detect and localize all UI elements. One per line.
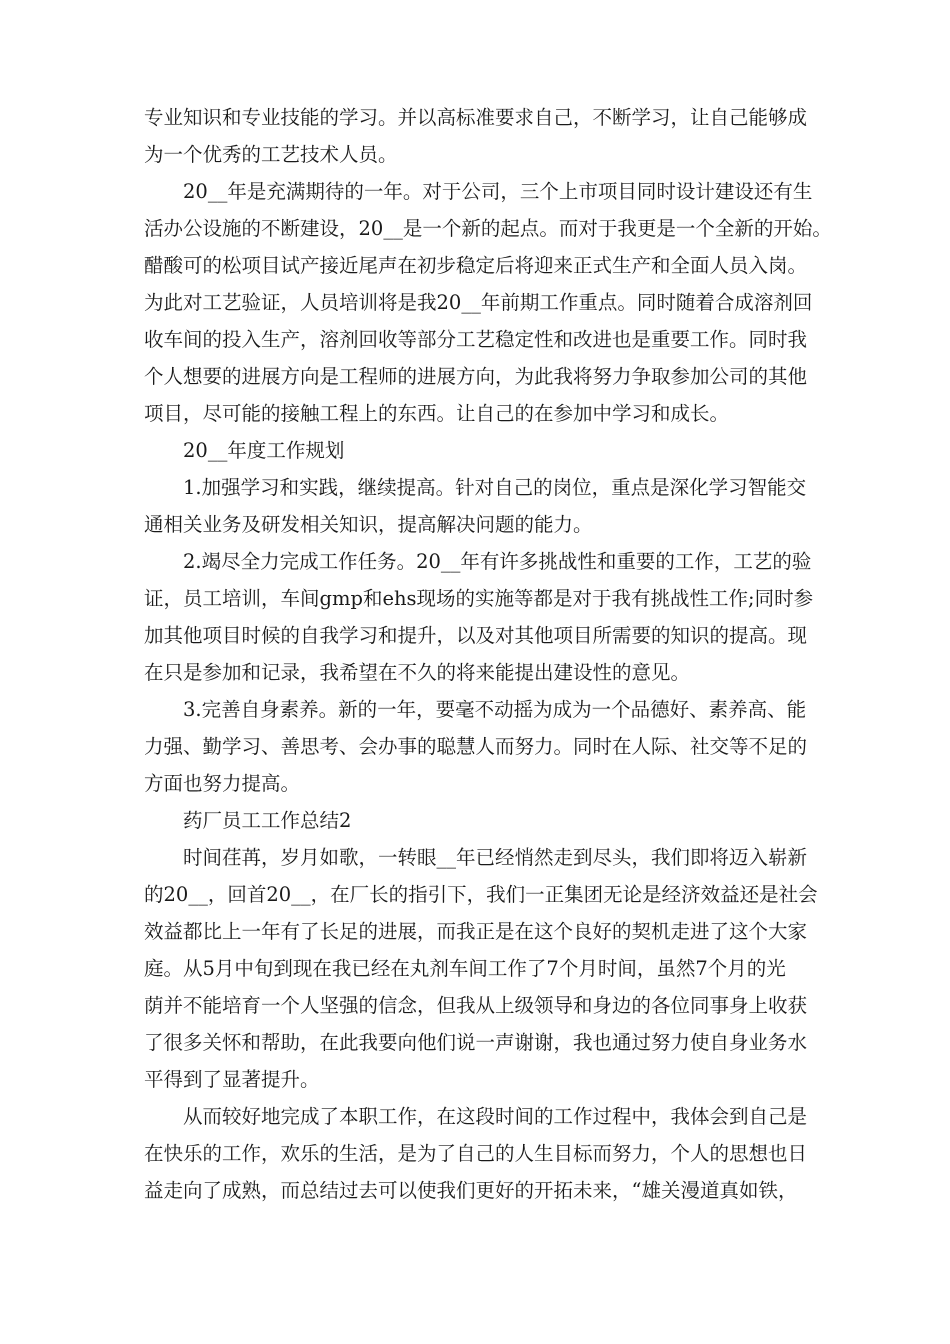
text-line: 了很多关怀和帮助，在此我要向他们说一声谢谢，我也通过努力使自身业务水 (144, 1031, 808, 1054)
text-line: 在只是参加和记录，我希望在不久的将来能提出建设性的意见。 (144, 661, 691, 684)
text-line: 平得到了显著提升。 (144, 1068, 320, 1091)
section-heading: 药厂员工工作总结2 (183, 809, 352, 832)
text-line: 2.竭尽全力完成工作任务。20__年有许多挑战性和重要的工作，工艺的验 (183, 550, 812, 573)
text-line: 醋酸可的松项目试产接近尾声在初步稳定后将迎来正式生产和全面人员入岗。 (144, 254, 808, 277)
text-line: 通相关业务及研发相关知识，提高解决问题的能力。 (144, 513, 593, 536)
text-line: 个人想要的进展方向是工程师的进展方向，为此我将努力争取参加公司的其他 (144, 365, 808, 388)
text-line: 在快乐的工作，欢乐的生活，是为了自己的人生目标而努力，个人的思想也日 (144, 1142, 808, 1165)
text-line: 为一个优秀的工艺技术人员。 (144, 143, 398, 166)
text-line: 力强、勤学习、善思考、会办事的聪慧人而努力。同时在人际、社交等不足的 (144, 735, 808, 758)
text-line: 荫并不能培育一个人坚强的信念，但我从上级领导和身边的各位同事身上收获 (144, 994, 808, 1017)
text-line: 为此对工艺验证，人员培训将是我20__年前期工作重点。同时随着合成溶剂回 (144, 291, 813, 314)
text-line: 项目，尽可能的接触工程上的东西。让自己的在参加中学习和成长。 (144, 402, 730, 425)
text-line: 加其他项目时候的自我学习和提升，以及对其他项目所需要的知识的提高。现 (144, 624, 808, 647)
text-line: 庭。从5月中旬到现在我已经在丸剂车间工作了7个月时间，虽然7个月的光 (144, 957, 786, 980)
text-line: 从而较好地完成了本职工作，在这段时间的工作过程中，我体会到自己是 (183, 1105, 808, 1128)
text-line: 时间荏苒，岁月如歌，一转眼__年已经悄然走到尽头，我们即将迈入崭新 (183, 846, 808, 869)
text-line: 方面也努力提高。 (144, 772, 301, 795)
section-heading: 20__年度工作规划 (183, 439, 345, 462)
text-line: 收车间的投入生产，溶剂回收等部分工艺稳定性和改进也是重要工作。同时我 (144, 328, 808, 351)
text-line: 专业知识和专业技能的学习。并以高标准要求自己，不断学习，让自己能够成 (144, 106, 808, 129)
text-line: 证，员工培训，车间gmp和ehs现场的实施等都是对于我有挑战性工作;同时参 (144, 587, 814, 610)
text-line: 活办公设施的不断建设，20__是一个新的起点。而对于我更是一个全新的开始。 (144, 217, 832, 240)
text-line: 的20__，回首20__，在厂长的指引下，我们一正集团无论是经济效益还是社会 (144, 883, 818, 906)
text-line: 益走向了成熟，而总结过去可以使我们更好的开拓未来，“雄关漫道真如铁， (144, 1179, 798, 1202)
text-line: 效益都比上一年有了长足的进展，而我正是在这个良好的契机走进了这个大家 (144, 920, 808, 943)
text-line: 1.加强学习和实践，继续提高。针对自己的岗位，重点是深化学习智能交 (183, 476, 807, 499)
text-line: 20__年是充满期待的一年。对于公司，三个上市项目同时设计建设还有生 (183, 180, 813, 203)
text-line: 3.完善自身素养。新的一年，要毫不动摇为成为一个品德好、素养高、能 (183, 698, 807, 721)
